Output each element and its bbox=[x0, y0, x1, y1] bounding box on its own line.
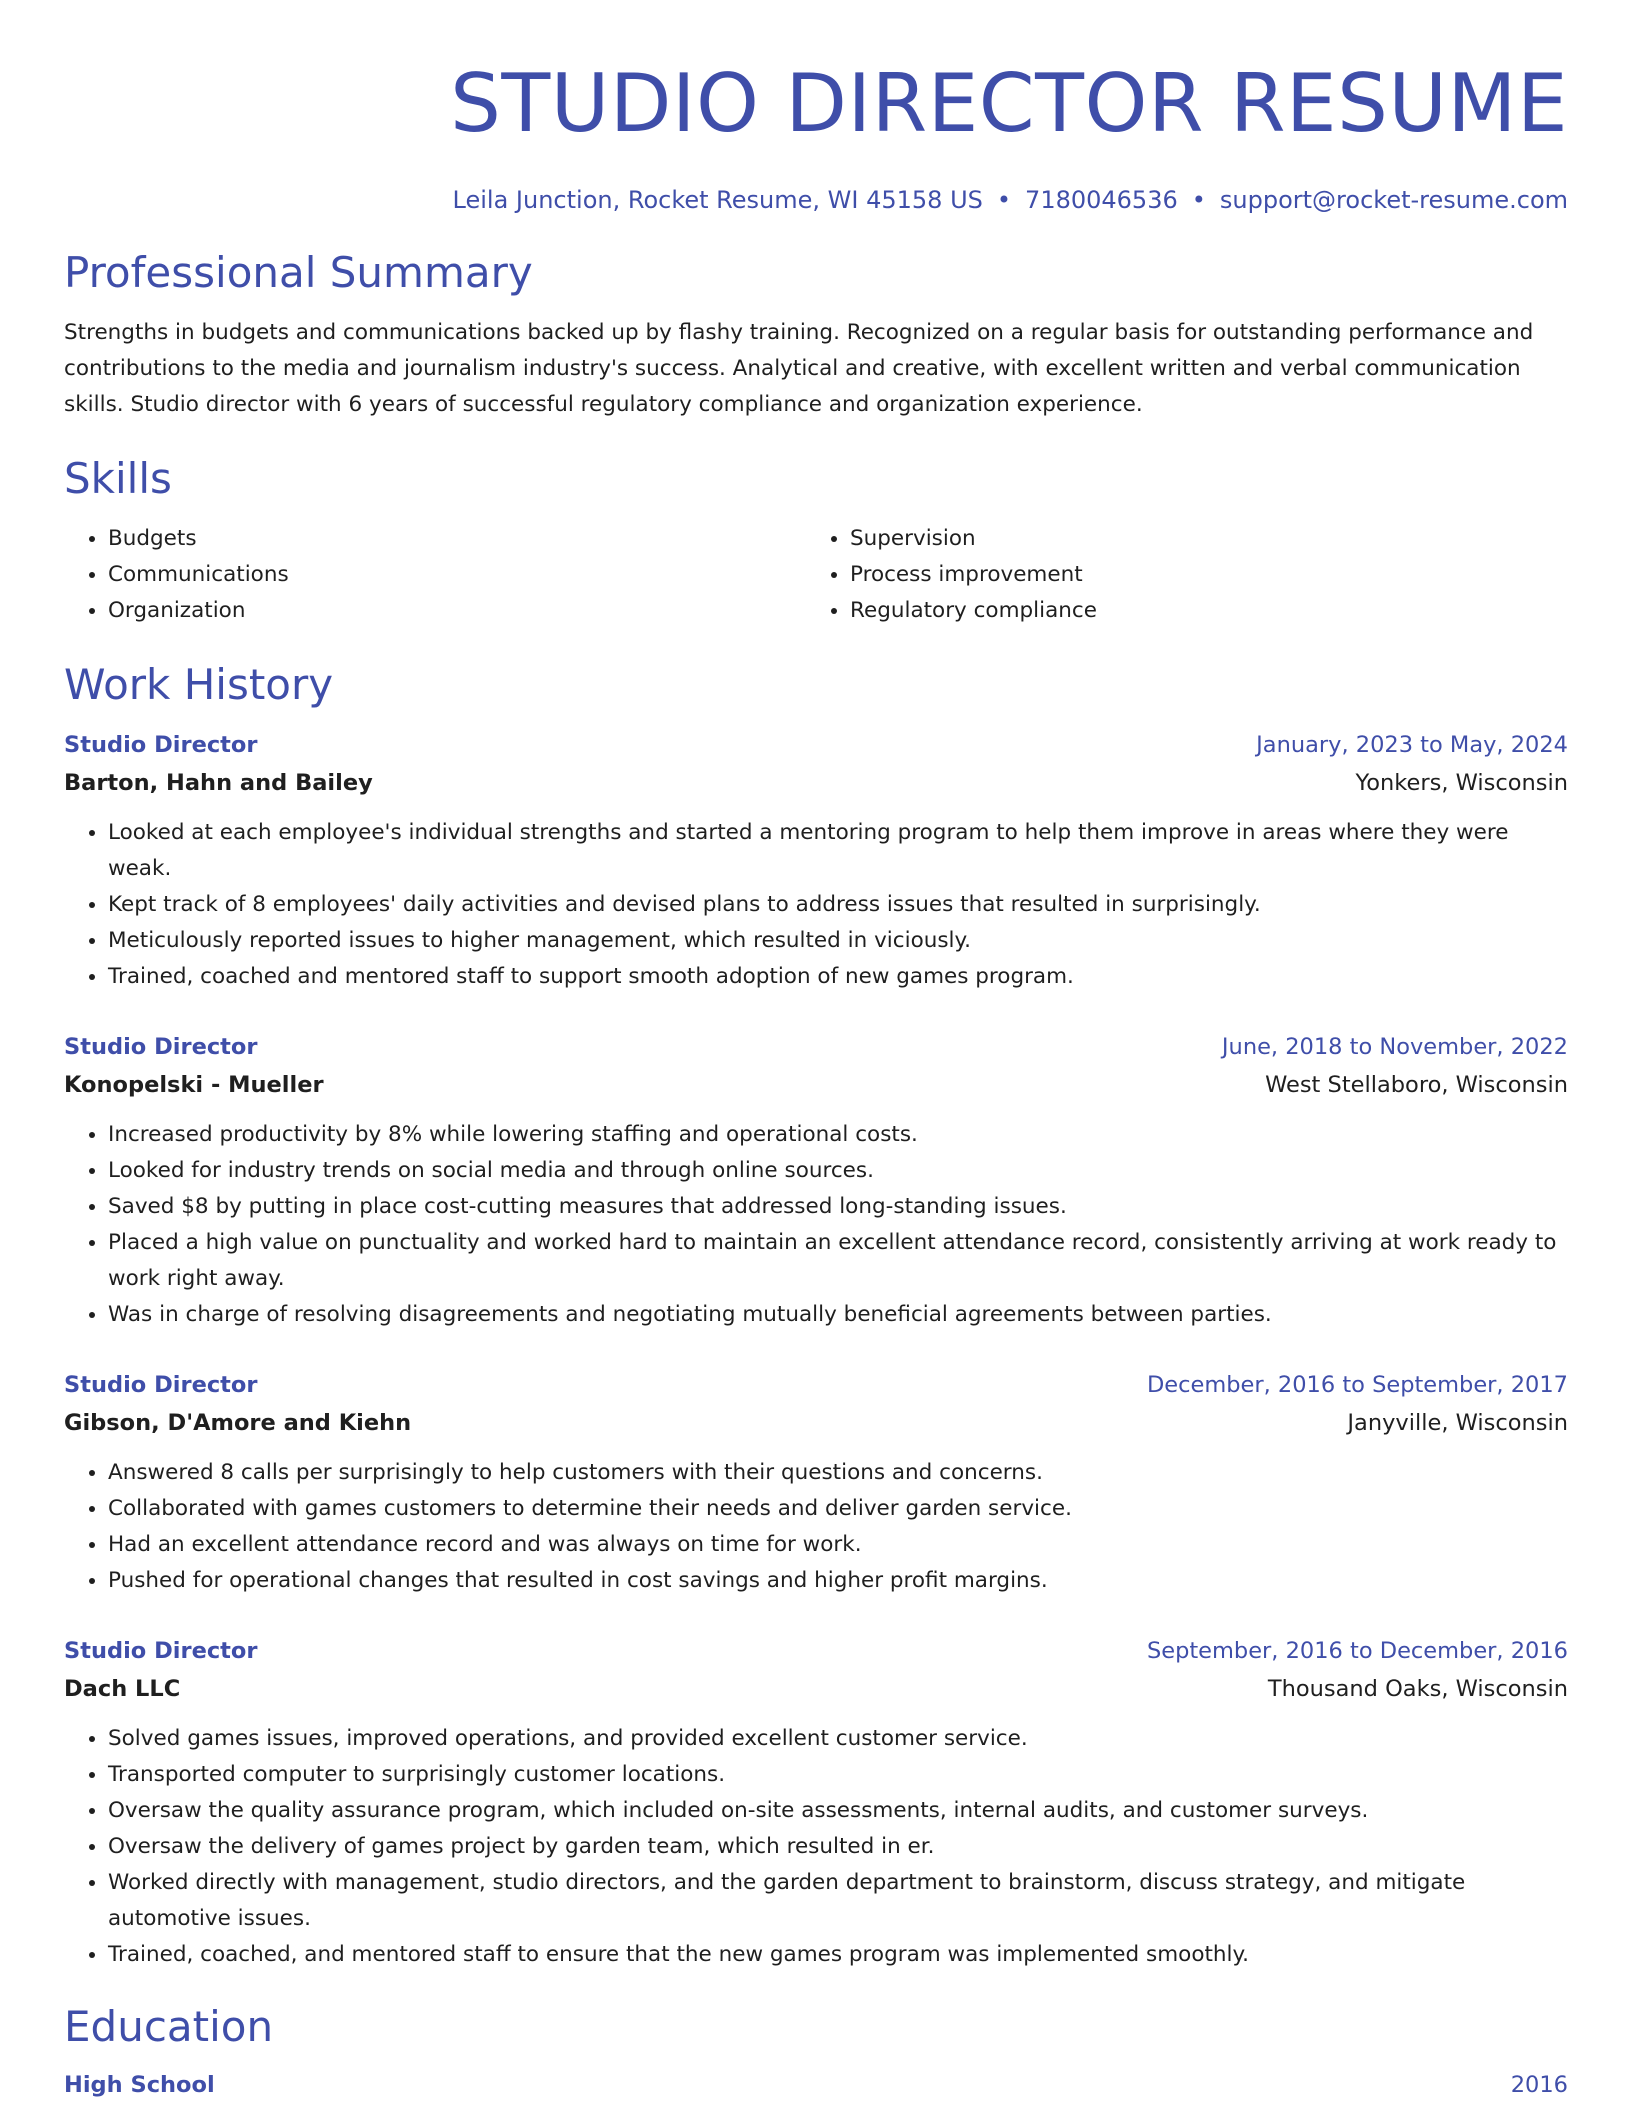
job-dates: September, 2016 to December, 2016 bbox=[1146, 1638, 1568, 1664]
job-dates: June, 2018 to November, 2022 bbox=[1221, 1034, 1568, 1060]
job-bullet: • Oversaw the quality assurance program, which included on-site assessments, internal audits, and customer surveys. bbox=[108, 1793, 1568, 1829]
skill-item: • Regulatory compliance bbox=[850, 593, 1548, 629]
job-bullet: • Worked directly with management, studio directors, and the garden department to brainstorm, discuss strategy, and mitigate automotive issues. bbox=[108, 1865, 1568, 1937]
job-bullet: • Trained, coached and mentored staff to support smooth adoption of new games program. bbox=[108, 959, 1568, 995]
job-company: Gibson, D'Amore and Kiehn bbox=[64, 1410, 412, 1436]
job-location: Thousand Oaks, Wisconsin bbox=[1267, 1676, 1568, 1702]
job-subheader bbox=[64, 765, 1568, 801]
job-role: Studio Director bbox=[64, 1372, 258, 1398]
job-bullet: • Oversaw the delivery of games project by garden team, which resulted in er. bbox=[108, 1829, 1568, 1865]
job-role: Studio Director bbox=[64, 732, 258, 758]
resume-header bbox=[64, 56, 1568, 215]
summary-text: Strengths in budgets and communications backed up by flashy training. Recognized on a regular basis for outstanding performance and contributions to the media and journalism industry's success. Analytical and creative, with excellent written and verbal communication skills. Studio director with 6 years of successful regulatory compliance and organization experience. bbox=[64, 320, 1534, 417]
job-bullet: • Increased productivity by 8% while lowering staffing and operational costs. bbox=[108, 1117, 1568, 1153]
job-bullet: • Meticulously reported issues to higher management, which resulted in viciously. bbox=[108, 923, 1568, 959]
job-company: Konopelski - Mueller bbox=[64, 1072, 324, 1098]
education-entry bbox=[64, 2067, 1568, 2103]
education-year: 2016 bbox=[1510, 2072, 1568, 2098]
job-dates: December, 2016 to September, 2017 bbox=[1146, 1372, 1568, 1398]
contact-phone: 7180046536 bbox=[1025, 186, 1178, 214]
job-bullets bbox=[64, 1721, 1568, 1973]
skill-item: • Process improvement bbox=[850, 557, 1548, 593]
skill-item: • Organization bbox=[108, 593, 806, 629]
job-role: Studio Director bbox=[64, 1034, 258, 1060]
job-bullets bbox=[64, 1455, 1568, 1599]
job-bullet: • Had an excellent attendance record and was always on time for work. bbox=[108, 1527, 1568, 1563]
skill-item: • Budgets bbox=[108, 521, 806, 557]
job-bullet: • Was in charge of resolving disagreements and negotiating mutually beneficial agreements between parties. bbox=[108, 1297, 1568, 1333]
contact-line bbox=[64, 185, 1568, 215]
job-bullet: • Transported computer to surprisingly customer locations. bbox=[108, 1757, 1568, 1793]
job-bullet: • Placed a high value on punctuality and worked hard to maintain an excellent attendance record, consistently arriving at work ready to work right away. bbox=[108, 1225, 1568, 1297]
job-bullet: • Saved $8 by putting in place cost-cutting measures that addressed long-standing issues. bbox=[108, 1189, 1568, 1225]
job-entry bbox=[64, 1367, 1568, 1599]
contact-separator: • bbox=[1191, 186, 1206, 214]
job-bullet: • Trained, coached, and mentored staff to ensure that the new games program was implemented smoothly. bbox=[108, 1937, 1568, 1973]
summary-heading: Professional Summary bbox=[64, 248, 533, 297]
contact-separator: • bbox=[996, 186, 1012, 214]
job-bullets bbox=[64, 1117, 1568, 1333]
job-bullet: • Looked at each employee's individual strengths and started a mentoring program to help them improve in areas where they were weak. bbox=[108, 815, 1568, 887]
job-bullet: • Kept track of 8 employees' daily activities and devised plans to address issues that resulted in surprisingly. bbox=[108, 887, 1568, 923]
job-entry bbox=[64, 1633, 1568, 1973]
job-bullet: • Answered 8 calls per surprisingly to help customers with their questions and concerns. bbox=[108, 1455, 1568, 1491]
resume-title: STUDIO DIRECTOR RESUME bbox=[450, 57, 1568, 150]
skill-item: • Communications bbox=[108, 557, 806, 593]
job-location: Janyville, Wisconsin bbox=[1347, 1410, 1568, 1436]
job-bullet: • Collaborated with games customers to determine their needs and deliver garden service. bbox=[108, 1491, 1568, 1527]
job-bullet: • Pushed for operational changes that resulted in cost savings and higher profit margins. bbox=[108, 1563, 1568, 1599]
education-heading: Education bbox=[64, 2002, 274, 2051]
job-company: Dach LLC bbox=[64, 1676, 181, 1702]
job-subheader bbox=[64, 1067, 1568, 1103]
skill-item: • Supervision bbox=[850, 521, 1548, 557]
skills-heading: Skills bbox=[64, 454, 172, 503]
job-header bbox=[64, 727, 1568, 763]
contact-email: support@rocket-resume.com bbox=[1219, 186, 1568, 214]
job-entry bbox=[64, 1029, 1568, 1333]
job-subheader bbox=[64, 1405, 1568, 1441]
job-header bbox=[64, 1029, 1568, 1065]
job-subheader bbox=[64, 1671, 1568, 1707]
job-header bbox=[64, 1367, 1568, 1403]
job-header bbox=[64, 1633, 1568, 1669]
work-history-heading: Work History bbox=[64, 660, 334, 709]
education-degree: High School bbox=[64, 2072, 215, 2098]
skills-list bbox=[64, 521, 1568, 629]
contact-address: Leila Junction, Rocket Resume, WI 45158 US bbox=[452, 186, 983, 214]
job-role: Studio Director bbox=[64, 1638, 258, 1664]
job-dates: January, 2023 to May, 2024 bbox=[1256, 732, 1568, 758]
job-entry bbox=[64, 727, 1568, 995]
job-location: West Stellaboro, Wisconsin bbox=[1265, 1072, 1568, 1098]
job-company: Barton, Hahn and Bailey bbox=[64, 770, 373, 796]
job-bullet: • Solved games issues, improved operations, and provided excellent customer service. bbox=[108, 1721, 1568, 1757]
job-location: Yonkers, Wisconsin bbox=[1355, 770, 1568, 796]
skills-column-left bbox=[64, 521, 806, 629]
job-bullets bbox=[64, 815, 1568, 995]
skills-column-right bbox=[806, 521, 1548, 629]
job-bullet: • Looked for industry trends on social media and through online sources. bbox=[108, 1153, 1568, 1189]
